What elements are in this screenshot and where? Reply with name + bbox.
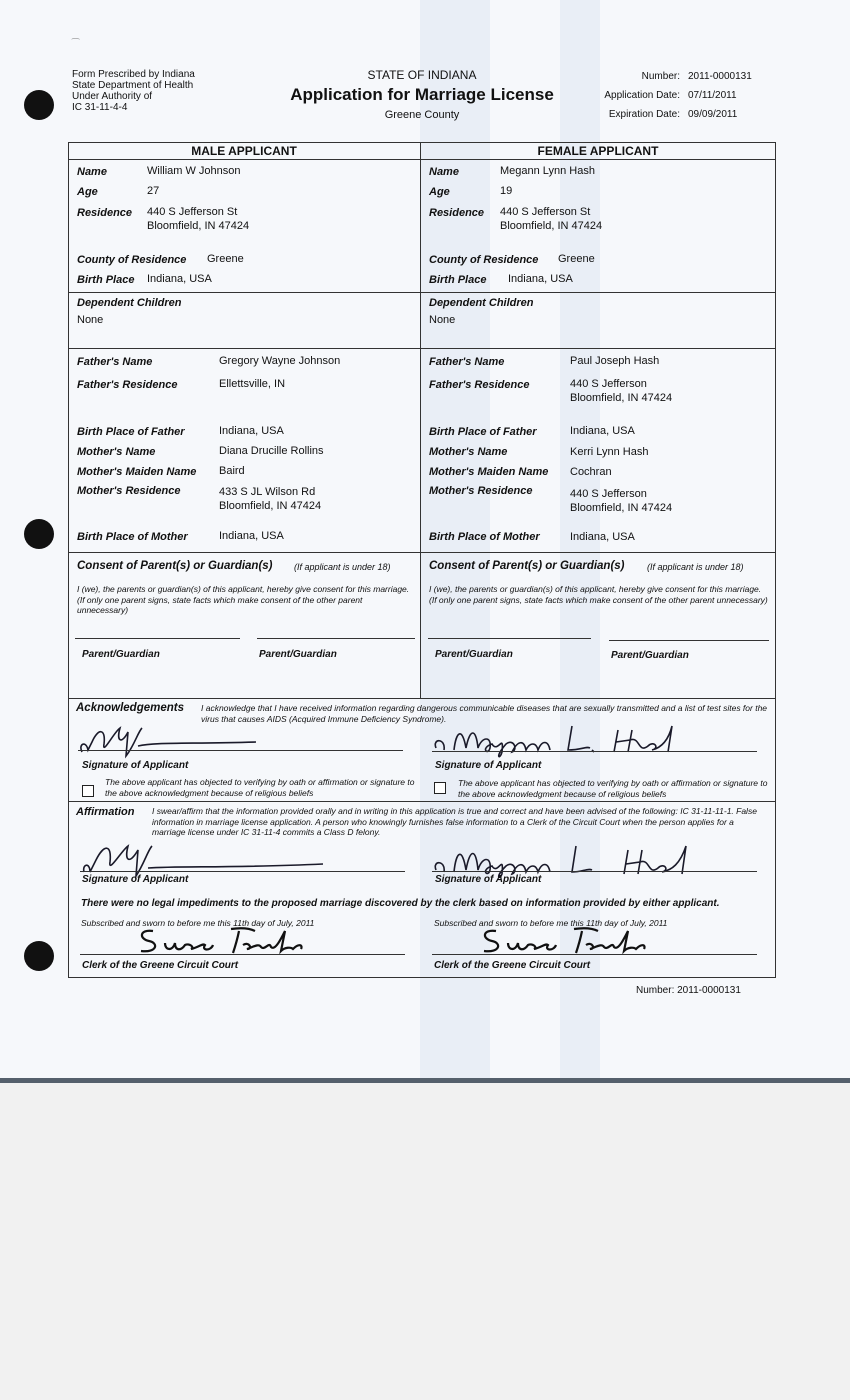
punch-hole	[24, 90, 54, 120]
punch-hole	[24, 519, 54, 549]
religious-objection-checkbox[interactable]	[434, 782, 446, 794]
male-birth-place-father: Indiana, USA	[219, 425, 284, 437]
female-fathers-residence: 440 S Jefferson Bloomfield, IN 47424	[570, 378, 673, 404]
state-name: STATE OF INDIANA	[367, 68, 477, 82]
mothers-residence-label: Mother's Residence	[77, 485, 181, 497]
parent-guardian-line	[609, 640, 769, 641]
mothers-name-label: Mother's Name	[77, 446, 156, 458]
male-residence: 440 S Jefferson St Bloomfield, IN 47424	[147, 206, 250, 232]
number-label: Number:	[641, 71, 680, 82]
application-date-value: 07/11/2011	[688, 90, 737, 101]
female-applicant-header: FEMALE APPLICANT	[537, 144, 659, 158]
rule	[68, 552, 776, 553]
affirmation-label: Affirmation	[76, 806, 135, 818]
female-mothers-name: Kerri Lynn Hash	[570, 446, 649, 458]
scan-mark: ⁀	[72, 38, 80, 48]
male-fathers-name: Gregory Wayne Johnson	[219, 355, 341, 367]
female-name: Megann Lynn Hash	[500, 165, 595, 177]
clerk-label: Clerk of the Greene Circuit Court	[434, 960, 591, 971]
female-mothers-maiden-name: Cochran	[570, 466, 612, 478]
female-residence: 440 S Jefferson St Bloomfield, IN 47424	[500, 206, 603, 232]
number-value: 2011-0000131	[688, 71, 752, 82]
acknowledgement-text: I acknowledge that I have received information regarding dangerous communicable diseases that are sexually transmitted and a list of test sites for the virus that causes AIDS (Acquired Immune Deficiency Syndrome).	[201, 703, 768, 724]
female-birth-place-mother: Indiana, USA	[570, 531, 635, 543]
female-birth-place: Indiana, USA	[508, 273, 573, 285]
mothers-maiden-name-label: Mother's Maiden Name	[77, 466, 197, 478]
signature-line	[432, 871, 757, 872]
fathers-residence-label: Father's Residence	[77, 379, 178, 391]
prescribed-line: IC 31-11-4-4	[72, 102, 128, 113]
mothers-residence-label: Mother's Residence	[429, 485, 533, 497]
female-signature-ack	[432, 720, 712, 760]
clerk-label: Clerk of the Greene Circuit Court	[82, 960, 239, 971]
fathers-name-label: Father's Name	[429, 356, 505, 368]
rule	[68, 801, 776, 802]
objection-text: The above applicant has objected to verifying by oath or affirmation or signature to the above acknowledgment because of religious beliefs	[105, 777, 415, 798]
birth-place-label: Birth Place	[429, 274, 487, 286]
male-fathers-residence: Ellettsville, IN	[219, 378, 286, 390]
parent-guardian-line	[428, 638, 591, 639]
male-dependent-children: None	[77, 314, 104, 326]
signature-of-applicant-label: Signature of Applicant	[82, 760, 189, 771]
female-county: Greene	[558, 253, 595, 265]
male-birth-place-mother: Indiana, USA	[219, 530, 284, 542]
county-of-residence-label: County of Residence	[429, 254, 539, 266]
page-title: Application for Marriage License	[290, 85, 554, 104]
rule	[68, 348, 776, 349]
signature-line	[80, 871, 405, 872]
female-dependent-children: None	[429, 314, 456, 326]
residence-label: Residence	[429, 207, 485, 219]
birth-place-father-label: Birth Place of Father	[429, 426, 537, 438]
page-edge	[0, 1078, 850, 1083]
punch-hole	[24, 941, 54, 971]
dependent-children-label: Dependent Children	[429, 297, 534, 309]
consent-text: I (we), the parents or guardian(s) of this applicant, hereby give consent for this marriage. (If only one parent signs, state facts which make consent of the other parent unnecessary)	[429, 584, 768, 605]
clerk-signature	[135, 925, 315, 957]
objection-text: The above applicant has objected to verifying by oath or affirmation or signature to the above acknowledgment because of religious beliefs	[458, 778, 768, 799]
female-birth-place-father: Indiana, USA	[570, 425, 635, 437]
parent-guardian-line	[75, 638, 240, 639]
rule	[68, 698, 776, 699]
form-title-block	[262, 68, 582, 121]
signature-of-applicant-label: Signature of Applicant	[82, 874, 189, 885]
name-label: Name	[77, 166, 107, 178]
male-mothers-residence: 433 S JL Wilson Rd Bloomfield, IN 47424	[219, 486, 322, 512]
sworn-statement: Subscribed and sworn to before me this 11th day of July, 2011	[81, 918, 315, 928]
name-label: Name	[429, 166, 459, 178]
mothers-maiden-name-label: Mother's Maiden Name	[429, 466, 549, 478]
signature-of-applicant-label: Signature of Applicant	[435, 874, 542, 885]
male-county: Greene	[207, 253, 244, 265]
sworn-statement: Subscribed and sworn to before me this 11th day of July, 2011	[434, 918, 668, 928]
dependent-children-label: Dependent Children	[77, 297, 182, 309]
birth-place-label: Birth Place	[77, 274, 135, 286]
county-name: Greene County	[384, 109, 460, 121]
consent-note: (If applicant is under 18)	[647, 562, 744, 572]
parent-guardian-label: Parent/Guardian	[435, 649, 513, 660]
county-of-residence-label: County of Residence	[77, 254, 187, 266]
birth-place-mother-label: Birth Place of Mother	[429, 531, 540, 543]
rule	[68, 159, 776, 160]
signature-line	[432, 751, 757, 752]
male-birth-place: Indiana, USA	[147, 273, 212, 285]
clerk-signature-line	[80, 954, 405, 955]
clerk-signature-line	[432, 954, 757, 955]
female-age: 19	[500, 185, 513, 197]
clerk-signature	[478, 925, 658, 957]
signature-line	[78, 750, 403, 751]
signature-of-applicant-label: Signature of Applicant	[435, 760, 542, 771]
birth-place-father-label: Birth Place of Father	[77, 426, 185, 438]
male-age: 27	[147, 185, 160, 197]
column-divider	[420, 142, 421, 698]
birth-place-mother-label: Birth Place of Mother	[77, 531, 188, 543]
fathers-name-label: Father's Name	[77, 356, 153, 368]
male-mothers-maiden-name: Baird	[219, 465, 245, 477]
parent-guardian-label: Parent/Guardian	[82, 649, 160, 660]
female-mothers-residence: 440 S Jefferson Bloomfield, IN 47424	[570, 488, 673, 514]
male-name: William W Johnson	[147, 165, 241, 177]
parent-guardian-label: Parent/Guardian	[611, 650, 689, 661]
consent-text: I (we), the parents or guardian(s) of this applicant, hereby give consent for this marriage. (If only one parent signs, state facts which make consent of the other parent unnecessary)	[77, 584, 410, 615]
age-label: Age	[429, 186, 450, 198]
female-fathers-name: Paul Joseph Hash	[570, 355, 660, 367]
affirmation-text: I swear/affirm that the information provided orally and in writing in this application is true and correct and have been advised of the following: IC 31-11-11-1. False information in marriage license application. A person who knowingly furnishes false information to a Clerk of the Circuit Court when the person applies for a marriage license under IC 31-11-4 commits a Class D felony.	[152, 806, 757, 837]
parent-guardian-label: Parent/Guardian	[259, 649, 337, 660]
age-label: Age	[77, 186, 98, 198]
prescribed-line: State Department of Health	[72, 80, 194, 91]
footer-number: Number: 2011-0000131	[636, 985, 741, 996]
mothers-name-label: Mother's Name	[429, 446, 508, 458]
religious-objection-checkbox[interactable]	[82, 785, 94, 797]
consent-label: Consent of Parent(s) or Guardian(s)	[77, 560, 273, 572]
expiration-date-value: 09/09/2011	[688, 109, 738, 120]
residence-label: Residence	[77, 207, 133, 219]
expiration-date-label: Expiration Date:	[608, 109, 680, 120]
fathers-residence-label: Father's Residence	[429, 379, 530, 391]
consent-note: (If applicant is under 18)	[294, 562, 391, 572]
rule	[68, 292, 776, 293]
no-impediments-statement: There were no legal impediments to the proposed marriage discovered by the clerk based on information provided by either applicant.	[81, 898, 720, 909]
prescribed-by	[72, 69, 195, 113]
male-mothers-name: Diana Drucille Rollins	[219, 445, 324, 457]
acknowledgements-label: Acknowledgements	[76, 702, 184, 714]
application-date-label: Application Date:	[604, 90, 680, 101]
male-applicant-header: MALE APPLICANT	[191, 144, 297, 158]
prescribed-line: Form Prescribed by Indiana	[72, 69, 195, 80]
male-signature-ack	[76, 722, 266, 762]
prescribed-line: Under Authority of	[72, 91, 153, 102]
consent-label: Consent of Parent(s) or Guardian(s)	[429, 560, 625, 572]
parent-guardian-line	[257, 638, 415, 639]
